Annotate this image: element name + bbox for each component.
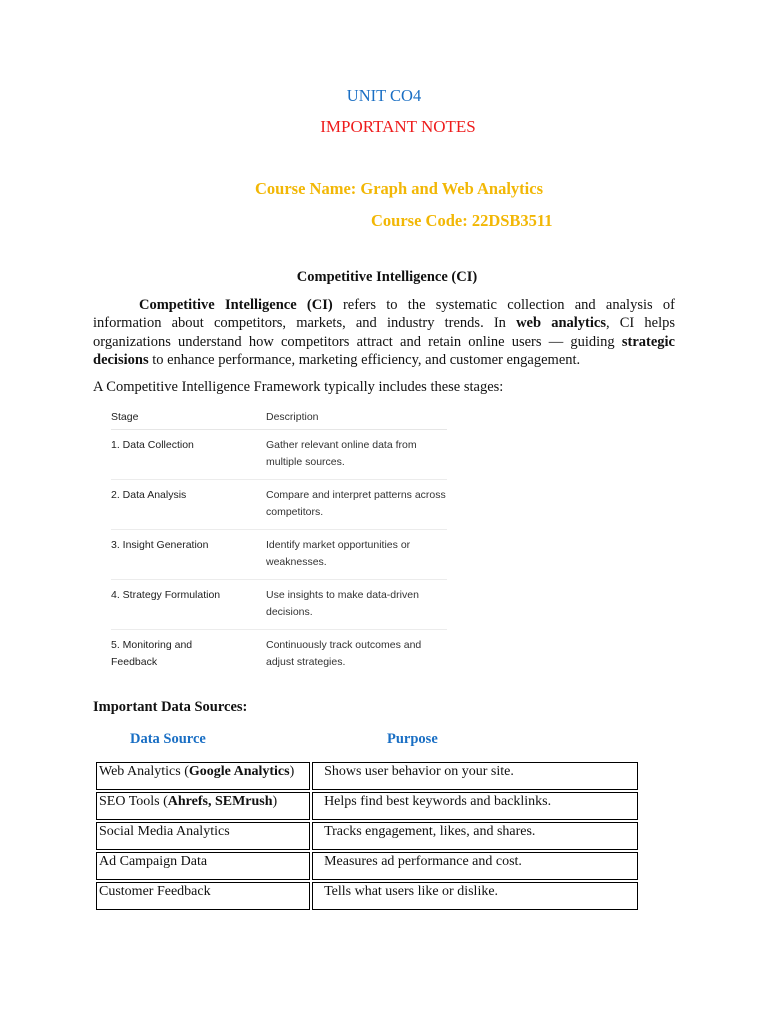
purpose-cell: Tracks engagement, likes, and shares.: [312, 822, 638, 850]
purpose-cell: Tells what users like or dislike.: [312, 882, 638, 910]
stage-cell: 1. Data Collection: [111, 439, 194, 451]
purpose-cell: Helps find best keywords and backlinks.: [312, 792, 638, 820]
source-text: Customer Feedback: [99, 884, 211, 899]
source-cell: [96, 882, 310, 910]
table-row: [111, 430, 447, 480]
source-text: SEO Tools (: [99, 794, 168, 809]
table-row: [111, 480, 447, 530]
description-cell: Compare and interpret patterns across competitors.: [266, 489, 446, 518]
source-cell: [96, 822, 310, 850]
para-text-3: to enhance performance, marketing efficiency, and customer engagement.: [148, 352, 581, 369]
table-row: [96, 882, 638, 910]
source-text: Web Analytics (: [99, 764, 189, 779]
purpose-cell: Shows user behavior on your site.: [312, 762, 638, 790]
stage-cell: 5. Monitoring and Feedback: [111, 639, 193, 668]
purpose-cell: Measures ad performance and cost.: [312, 852, 638, 880]
header-stage: Stage: [111, 411, 139, 423]
description-cell: Identify market opportunities or weaknesses.: [266, 539, 411, 568]
ci-definition-paragraph: [93, 296, 675, 370]
description-cell: Continuously track outcomes and adjust strategies.: [266, 639, 422, 668]
data-source-column-heading: Data Source: [130, 731, 206, 747]
source-tail-text: ): [272, 794, 278, 809]
stage-table-header: [111, 403, 447, 430]
purpose-column-heading: Purpose: [387, 731, 438, 747]
source-text: Social Media Analytics: [99, 824, 230, 839]
source-tail-text: ): [289, 764, 295, 779]
course-code: Course Code: 22DSB3511: [371, 211, 553, 230]
ci-term: Competitive Intelligence (CI): [139, 297, 333, 313]
stage-cell: 2. Data Analysis: [111, 489, 187, 501]
para-text-2: , CI helps organizations understand how competitors attract and retain online users — guiding: [93, 315, 676, 350]
strategic-decisions-term: strategic decisions: [93, 333, 675, 369]
source-cell: [96, 762, 310, 790]
framework-intro: A Competitive Intelligence Framework typically includes these stages:: [93, 379, 504, 395]
header-description: Description: [266, 411, 319, 423]
data-sources-table: [94, 760, 640, 912]
table-row: [96, 792, 638, 820]
unit-title: UNIT CO4: [346, 86, 422, 105]
table-row: [96, 822, 638, 850]
source-bold-text: Ahrefs, SEMrush: [167, 794, 273, 809]
course-name: Course Name: Graph and Web Analytics: [255, 179, 544, 198]
data-sources-heading: Important Data Sources:: [93, 699, 248, 715]
description-cell: Use insights to make data-driven decisions.: [266, 589, 419, 618]
table-row: [111, 630, 447, 679]
stage-table: [111, 403, 447, 679]
notes-title: IMPORTANT NOTES: [320, 117, 476, 136]
table-row: [96, 762, 638, 790]
web-analytics-term: web analytics: [516, 315, 606, 332]
table-row: [111, 530, 447, 580]
table-row: [111, 580, 447, 630]
description-cell: Gather relevant online data from multiple sources.: [266, 439, 417, 468]
source-cell: [96, 792, 310, 820]
para-text-1: refers to the systematic collection and analysis of information about competitors, markets, and industry trends. In: [93, 297, 675, 332]
table-row: [96, 852, 638, 880]
source-text: Ad Campaign Data: [99, 854, 208, 869]
source-cell: [96, 852, 310, 880]
stage-cell: 4. Strategy Formulation: [111, 589, 221, 601]
stage-cell: 3. Insight Generation: [111, 539, 209, 551]
ci-heading: Competitive Intelligence (CI): [296, 269, 478, 285]
source-bold-text: Google Analytics: [188, 764, 290, 779]
